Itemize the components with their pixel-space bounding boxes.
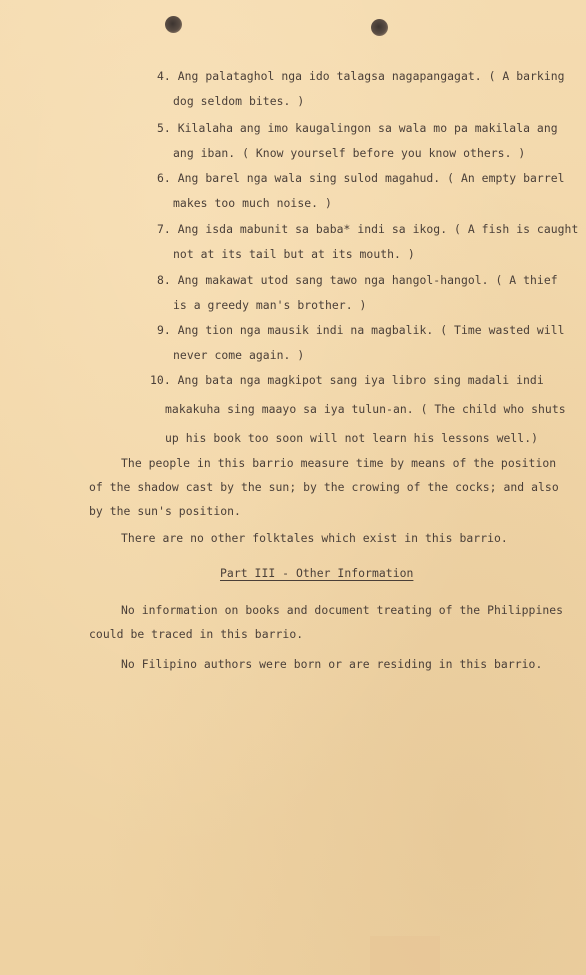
proverb-8-line-1: 8. Ang makawat utod sang tawo nga hangol-hangol. ( A thief bbox=[157, 273, 558, 287]
proverb-8-line-2: is a greedy man's brother. ) bbox=[173, 298, 367, 312]
proverb-7-line-2: not at its tail but at its mouth. ) bbox=[173, 247, 415, 261]
folktales-paragraph: There are no other folktales which exist in this barrio. bbox=[121, 531, 508, 545]
part-three-heading: Part III - Other Information bbox=[220, 566, 414, 580]
proverb-5-line-2: ang iban. ( Know yourself before you know others. ) bbox=[173, 146, 526, 160]
proverb-4-line-1: 4. Ang palataghol nga ido talagsa nagapangagat. ( A barking bbox=[157, 69, 565, 83]
proverb-10-line-3: up his book too soon will not learn his lessons well.) bbox=[165, 431, 539, 445]
time-paragraph-line-2: of the shadow cast by the sun; by the crowing of the cocks; and also bbox=[89, 480, 559, 494]
authors-paragraph: No Filipino authors were born or are residing in this barrio. bbox=[121, 657, 543, 671]
time-paragraph-line-1: The people in this barrio measure time by means of the position bbox=[121, 456, 557, 470]
time-paragraph-line-3: by the sun's position. bbox=[89, 504, 241, 518]
proverb-6-line-1: 6. Ang barel nga wala sing sulod magahud. ( An empty barrel bbox=[157, 171, 565, 185]
proverb-9-line-1: 9. Ang tion nga mausik indi na magbalik. ( Time wasted will bbox=[157, 323, 565, 337]
proverb-9-line-2: never come again. ) bbox=[173, 348, 305, 362]
punch-hole-right bbox=[371, 19, 388, 36]
proverb-10-line-2: makakuha sing maayo sa iya tulun-an. ( The child who shuts bbox=[165, 402, 566, 416]
proverb-10-line-1: 10. Ang bata nga magkipot sang iya libro sing madali indi bbox=[150, 373, 544, 387]
punch-hole-left bbox=[165, 16, 182, 33]
paper-stain bbox=[370, 936, 440, 975]
proverb-6-line-2: makes too much noise. ) bbox=[173, 196, 332, 210]
proverb-4-line-2: dog seldom bites. ) bbox=[173, 94, 305, 108]
books-paragraph-line-2: could be traced in this barrio. bbox=[89, 627, 304, 641]
proverb-5-line-1: 5. Kilalaha ang imo kaugalingon sa wala mo pa makilala ang bbox=[157, 121, 558, 135]
proverb-7-line-1: 7. Ang isda mabunit sa baba* indi sa ikog. ( A fish is caught bbox=[157, 222, 579, 236]
books-paragraph-line-1: No information on books and document treating of the Philippines bbox=[121, 603, 564, 617]
